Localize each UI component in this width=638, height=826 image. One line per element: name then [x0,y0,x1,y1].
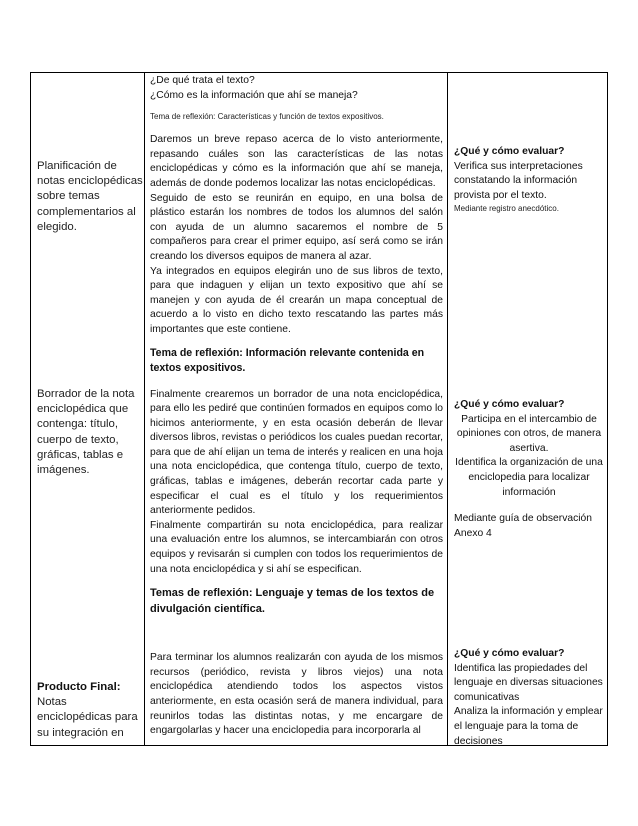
question-2: ¿Cómo es la información que ahí se maneja? [150,89,358,101]
question-1: ¿De qué trata el texto? [150,75,255,86]
producto-final [31,680,144,741]
paragraph-2: Seguido de esto se reunirán en equipo, en una bolsa de plástico estarán los nombres de todos los alumnos del salón con ayuda de un alumno sacaremos el nombre de 5 compañeros para crear el primer equipo, así será como se irán creando los diversos equipos de manera al azar. [150,192,443,262]
borrador-label: Borrador de la nota enciclopédica que contenga: título, cuerpo de texto, gráficas, tablas e imágenes. [37,388,135,477]
evaluation-3 [448,647,608,749]
eval-text-2b: Identifica la organización de una enciclopedia para localizar información [455,457,603,498]
eval-question-1: ¿Qué y cómo evaluar? [454,146,565,157]
paragraph-4: Finalmente crearemos un borrador de una nota enciclopédica, para ello les pediré que continúen formados en equipos como lo hicimos anteriormente, y en esta ocasión deberán de llevar diversos libros, revistas o periódicos los cuales puedan recortar, para que de ahí elijan un tema de interés y realicen en una hoja una nota enciclopédica, que contenga título, cuerpo de texto, gráficas, tablas e imágenes, deberán recortar cada parte y especificar el cual es el título y los requerimientos anteriormente pedidos. [150,388,443,517]
eval-method-1: Mediante registro anecdótico. [454,204,559,214]
tema-reflexion-1: Tema de reflexión: Características y función de textos expositivos. [150,112,384,122]
producto-final-label: Producto Final: [37,681,121,693]
eval-question-3: ¿Qué y cómo evaluar? [454,648,565,659]
planning-table [30,72,608,746]
eval-text-3: Identifica las propiedades del lenguaje en diversas situaciones comunicativas [454,662,603,703]
eval-method-2: Mediante guía de observación [454,513,592,525]
planificacion-label: Planificación de notas enciclopédicas sobre temas complementarios al elegido. [37,160,143,233]
eval-question-2: ¿Qué y cómo evaluar? [454,399,565,410]
paragraph-5: Finalmente compartirán su nota enciclopédica, para realizar una evaluación entre los alumnos, se intercambiarán con otros equipos y revisarán si cumplen con todos los requerimientos de una nota enciclopédica y si ahí se especifican. [150,519,443,575]
evaluation-1 [448,145,608,215]
eval-text-2: Participa en el intercambio de opiniones con otros, de manera asertiva. [456,413,602,454]
paragraph-6: Para terminar los alumnos realizarán con ayuda de los mismos recursos (periódico, revista y libros viejos) una nota enciclopédica atendiendo todos los aspectos vistos anteriormente, en esta ocasión será de manera individual, para reunirlos todas las distintas notas, y me encargare de engargolarlas y hacer una enciclopedia para incorporarla al [150,652,443,737]
paragraph-3: Ya integrados en equipos elegirán uno de sus libros de texto, para que indaguen y elijan un texto expositivo que ahí se manejen y con ayuda de él crearán un mapa conceptual de acuerdo a lo visto en dicho texto rescatando las partes más importantes que este contiene. [150,265,443,335]
paragraph-1: Daremos un breve repaso acerca de lo visto anteriormente, repasando cuáles son las características de las notas enciclopédicas y cómo es la información que ahí se maneja, además de donde podemos localizar las notas enciclopédicas. [150,134,443,189]
evaluation-2 [448,398,608,541]
eval-text-3b: Analiza la información y emplear el lenguaje para la toma de decisiones [454,706,603,747]
producto-final-text: Notas enciclopédicas para su integración en [37,696,138,739]
tema-reflexion-3: Temas de reflexión: Lenguaje y temas de los textos de divulgación científica. [150,587,435,616]
eval-text-1: Verifica sus interpretaciones constatando la información provista por el texto. [454,160,583,201]
activities-column [145,74,447,739]
tema-reflexion-2: Tema de reflexión: Información relevante contenida en textos expositivos. [150,346,425,374]
eval-anexo-2: Anexo 4 [454,527,492,539]
